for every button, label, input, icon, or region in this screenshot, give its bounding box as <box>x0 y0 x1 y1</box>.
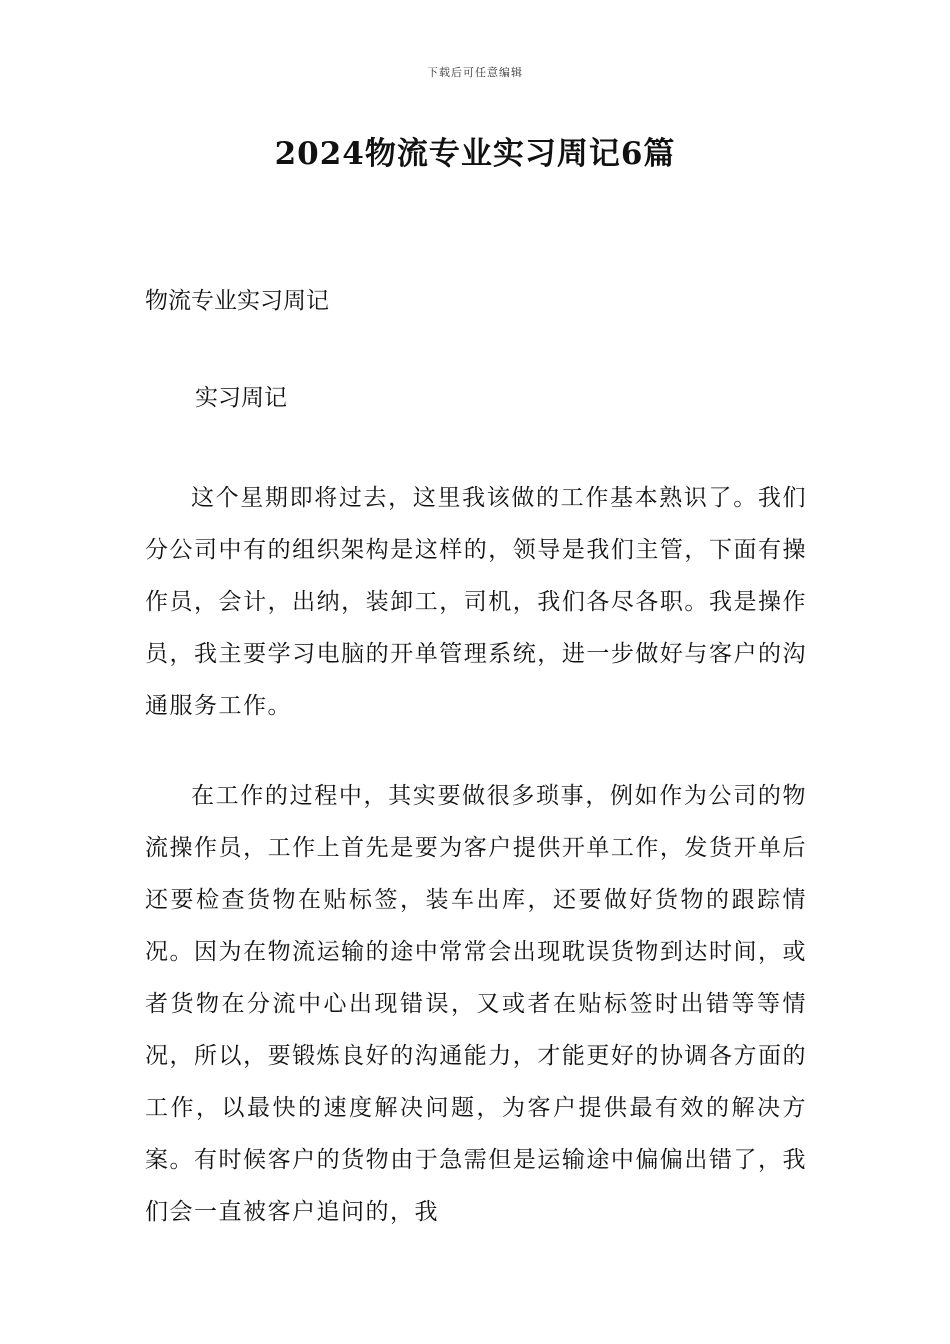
sub-heading: 实习周记 <box>195 385 287 411</box>
section-heading: 物流专业实习周记 <box>145 288 329 314</box>
body-paragraph: 在工作的过程中，其实要做很多琐事，例如作为公司的物流操作员，工作上首先是要为客户提供开单工作，发货开单后还要检查货物在贴标签，装车出库，还要做好货物的跟踪情况。因为在物流运输的途中常常会出现耽误货物到达时间，或者货物在分流中心出现错误，又或者在贴标签时出错等等情况，所以，要锻炼良好的沟通能力，才能更好的协调各方面的工作，以最快的速度解决问题，为客户提供最有效的解决方案。有时候客户的货物由于急需但是运输途中偏偏出错了，我们会一直被客户追问的，我 <box>145 783 807 1225</box>
body-paragraph: 这个星期即将过去，这里我该做的工作基本熟识了。我们分公司中有的组织架构是这样的，领导是我们主管，下面有操作员，会计，出纳，装卸工，司机，我们各尽各职。我是操作员，我主要学习电脑的开单管理系统，进一步做好与客户的沟通服务工作。 <box>145 485 807 719</box>
document-title: 2024物流专业实习周记6篇 <box>274 136 676 172</box>
header-note: 下载后可任意编辑 <box>427 66 523 79</box>
